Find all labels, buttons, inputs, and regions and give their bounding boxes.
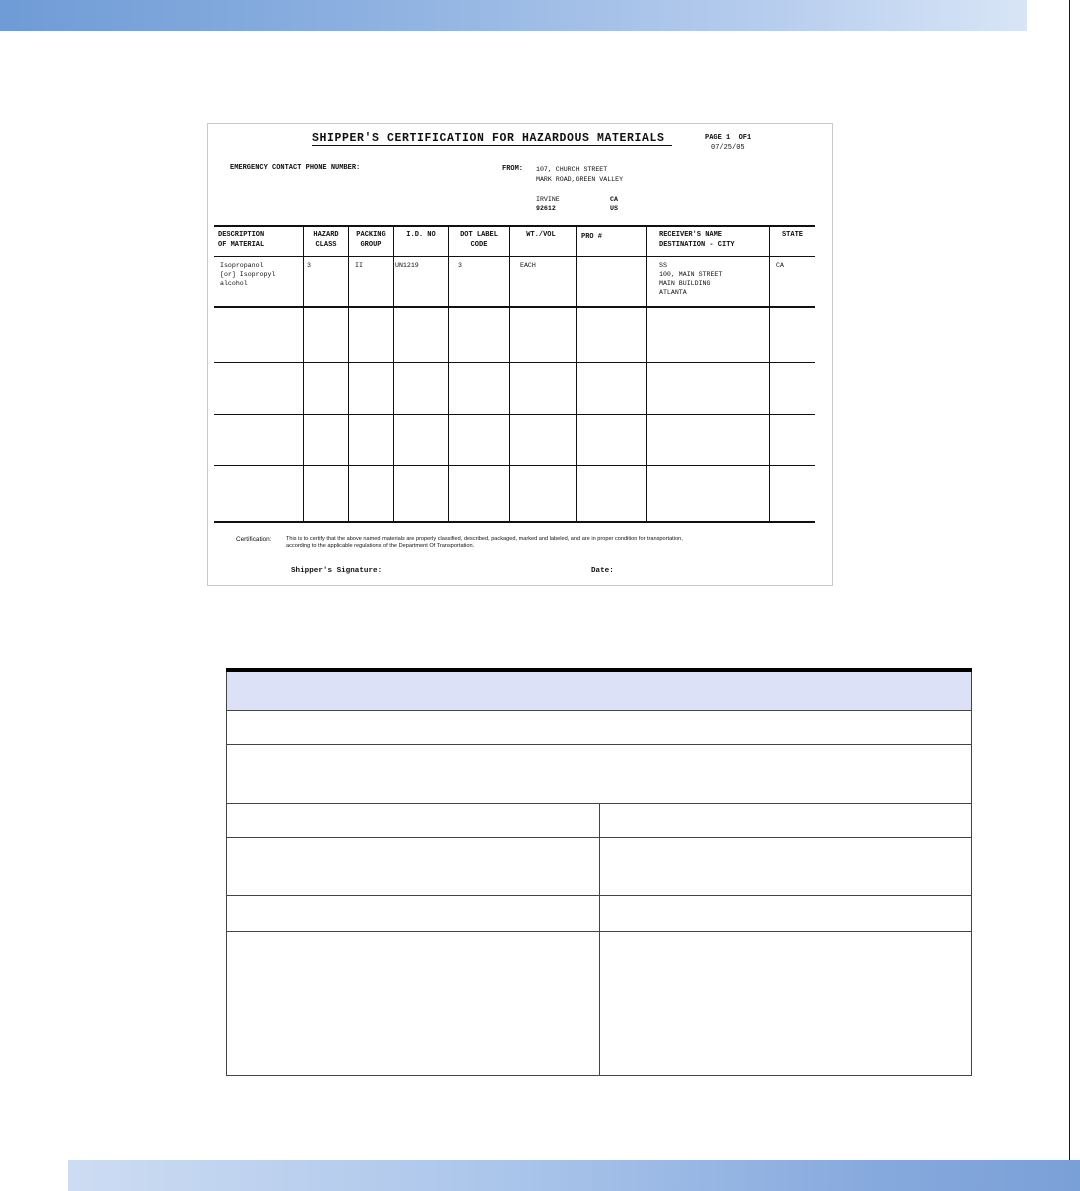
from-zip: 92612	[536, 205, 556, 212]
header-dot-label: DOT LABEL CODE	[460, 231, 498, 249]
header-state: STATE	[781, 231, 803, 239]
cell-wt-vol: EACH	[520, 262, 536, 269]
grid-line-row3	[214, 414, 815, 415]
table-cell	[227, 838, 600, 896]
grid-col-divider	[348, 225, 349, 522]
grid-col-divider	[646, 225, 647, 522]
cell-hazard-class: 3	[307, 262, 311, 269]
table-row	[227, 804, 972, 838]
info-table	[226, 668, 972, 1076]
header-id-no: I.D. NO	[406, 231, 436, 239]
cell-state: CA	[776, 262, 784, 269]
signature-label: Shipper's Signature:	[291, 567, 383, 575]
table-header-cell	[227, 670, 972, 711]
certification-text: This is to certify that the above named materials are properly classified, described, packaged, marked and labeled, and are in proper condition for transportation, according to the applicable regulations of the Department Of Transportation.	[286, 536, 683, 549]
table-row	[227, 932, 972, 1076]
header-packing-group: PACKING GROUP	[356, 231, 386, 249]
date-label: Date:	[591, 567, 614, 575]
table-cell	[599, 838, 972, 896]
grid-line-row1	[214, 306, 815, 308]
table-cell	[599, 932, 972, 1076]
grid-line-header	[214, 256, 815, 257]
from-label: FROM:	[502, 165, 524, 173]
cell-id-no: UN1219	[395, 262, 419, 269]
cell-description: Isopropanol [or] Isopropyl alcohol	[220, 262, 276, 287]
grid-line-row2	[214, 362, 815, 363]
cell-dot-label: 3	[458, 262, 462, 269]
from-country: US	[610, 205, 618, 212]
cell-receiver: SS 100, MAIN STREET MAIN BUILDING ATLANTA	[659, 262, 723, 296]
form-title: SHIPPER'S CERTIFICATION FOR HAZARDOUS MATERIALS	[312, 132, 665, 145]
grid-col-divider	[509, 225, 510, 522]
grid-line-top	[214, 225, 815, 227]
table-header-row	[227, 670, 972, 711]
table-row	[227, 745, 972, 804]
header-receiver: RECEIVER'S NAME DESTINATION - CITY	[659, 231, 735, 249]
grid-col-divider	[393, 225, 394, 522]
grid-line-row4	[214, 465, 815, 466]
table-cell	[227, 804, 600, 838]
page-info: PAGE 1 OF1	[705, 134, 752, 142]
from-address	[536, 165, 623, 185]
form-date: 07/25/05	[711, 144, 745, 152]
from-city: IRVINE	[536, 196, 560, 203]
grid-col-divider	[448, 225, 449, 522]
table-cell	[227, 896, 600, 932]
table-cell	[599, 896, 972, 932]
table-cell	[227, 745, 972, 804]
from-line-2: MARK ROAD,GREEN VALLEY	[536, 176, 624, 183]
from-state: CA	[610, 196, 618, 203]
grid-col-divider	[303, 225, 304, 522]
grid-col-divider	[769, 225, 770, 522]
header-pro: PRO #	[581, 233, 603, 241]
header-hazard-class: HAZARD CLASS	[313, 231, 339, 249]
table-cell	[599, 804, 972, 838]
cell-packing-group: II	[355, 262, 363, 269]
header-description: DESCRIPTION OF MATERIAL	[218, 231, 265, 249]
bottom-footer-band	[68, 1160, 1080, 1191]
table-cell	[227, 711, 972, 745]
table-row	[227, 838, 972, 896]
grid-line-bottom	[214, 521, 815, 523]
table-cell	[227, 932, 600, 1076]
hazmat-certification-form	[207, 123, 833, 586]
from-line-1: 107, CHURCH STREET	[536, 166, 608, 173]
table-row	[227, 711, 972, 745]
header-wt-vol: WT./VOL	[526, 231, 556, 239]
certification-label: Certification:	[236, 536, 272, 543]
emergency-contact-label: EMERGENCY CONTACT PHONE NUMBER:	[230, 164, 361, 172]
table-row	[227, 896, 972, 932]
title-underline	[312, 145, 672, 146]
right-border-line	[1069, 0, 1070, 1191]
top-header-band	[0, 0, 1027, 31]
grid-col-divider	[576, 225, 577, 522]
